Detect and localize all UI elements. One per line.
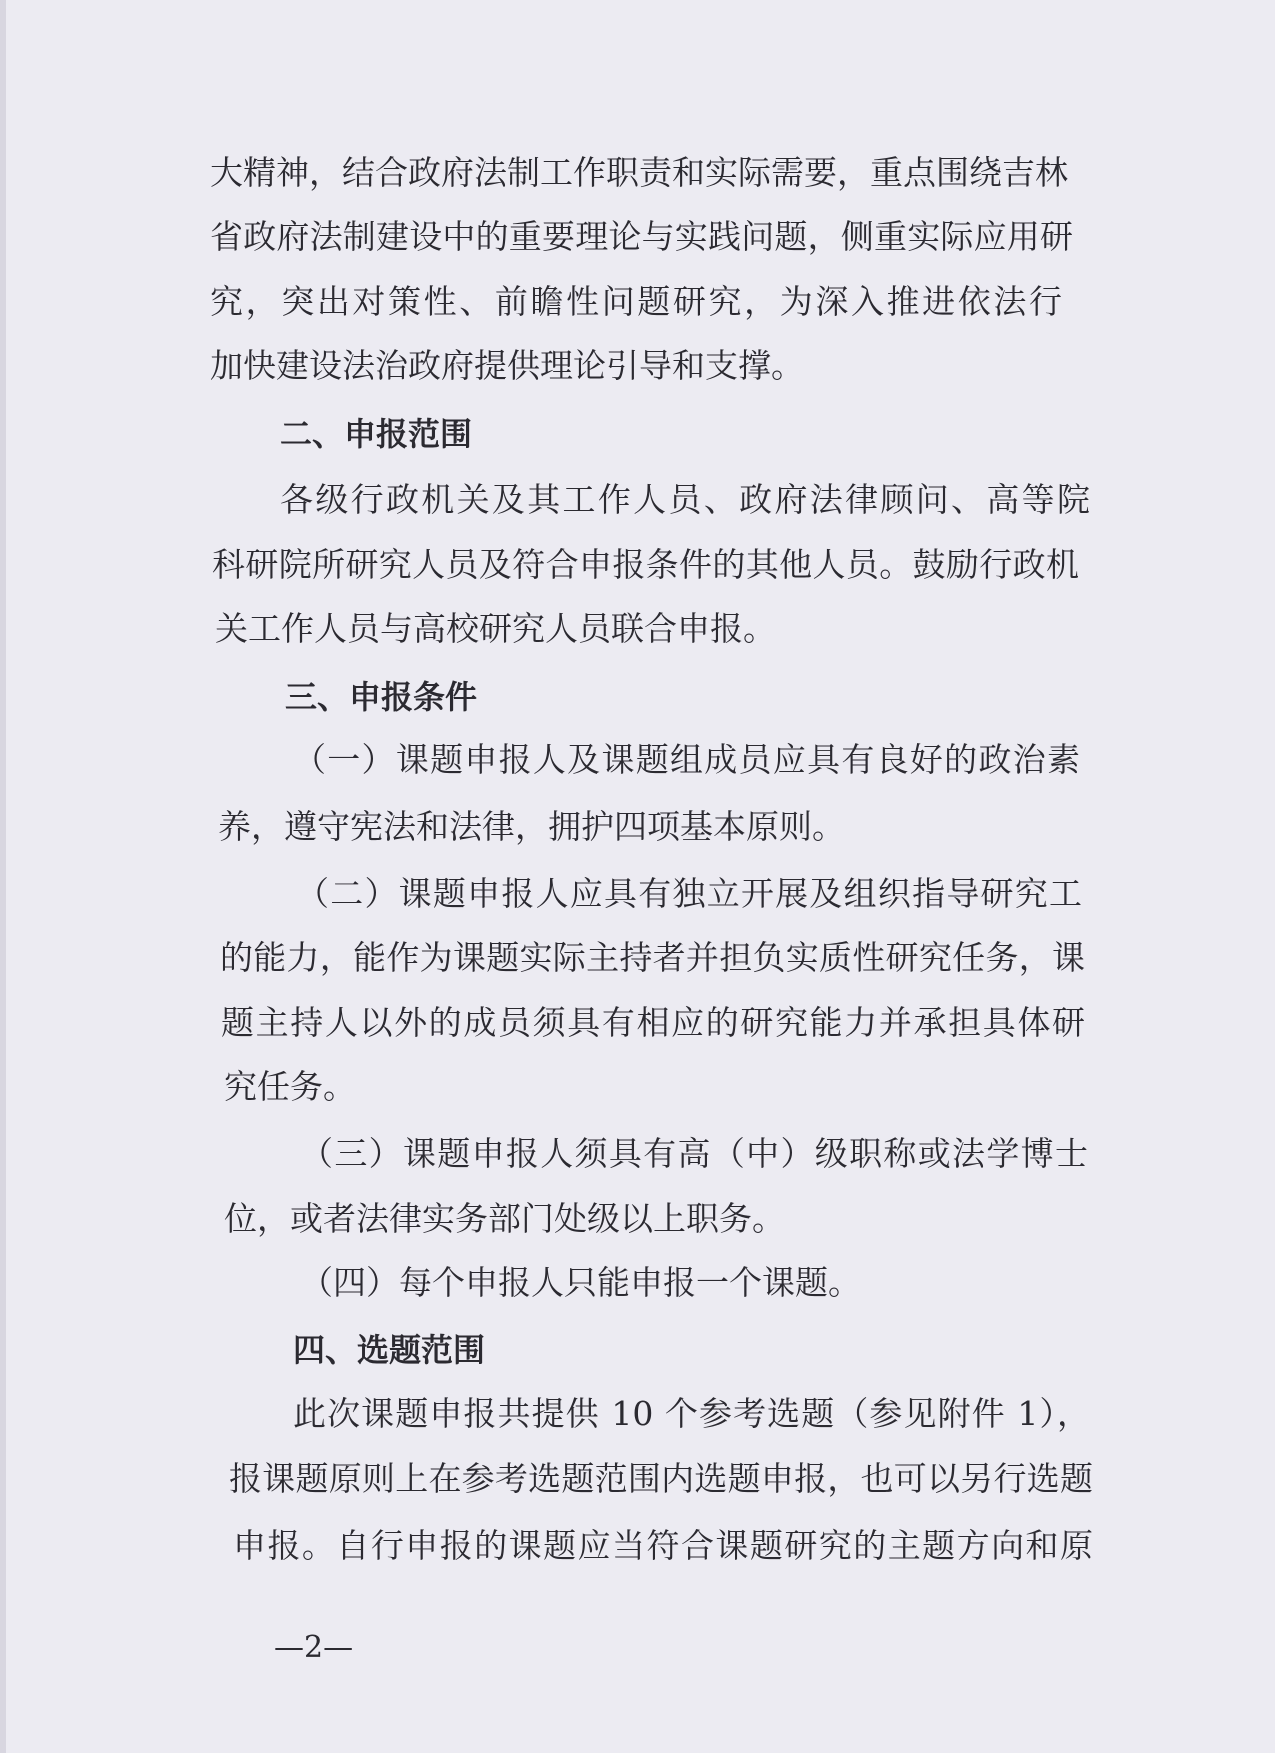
section-heading: 四、选题范围 [293,1331,486,1369]
text-line: 科研院所研究人员及符合申报条件的其他人员。鼓励行政机 [212,545,1079,584]
text-line: 报课题原则上在参考选题范围内选题申报，也可以另行选题 [229,1459,1093,1498]
section-heading: 三、申报条件 [285,678,478,716]
text-line: （二）课题申报人应具有独立开展及组织指导研究工 [296,874,1082,913]
text-line: 此次课题申报共提供 10 个参考选题（参见附件 1）， [293,1394,1090,1433]
section-heading: 二、申报范围 [280,415,473,453]
scan-edge [0,0,6,1753]
text-line: 大精神，结合政府法制工作职责和实际需要，重点围绕吉林 [210,153,1068,192]
text-line: （三）课题申报人须具有高（中）级职称或法学博士 [300,1134,1088,1173]
text-line: 养，遵守宪法和法律，拥护四项基本原则。 [218,807,845,846]
text-line: 的能力，能作为课题实际主持者并担负实质性研究任务，课 [220,938,1085,977]
text-line: 位，或者法律实务部门处级以上职务。 [224,1199,785,1238]
text-line: 究任务。 [224,1067,356,1106]
text-line: 究，突出对策性、前瞻性问题研究，为深入推进依法行 [210,282,1062,321]
text-line: 关工作人员与高校研究人员联合申报。 [215,609,776,648]
text-line: （一）课题申报人及课题组成员应具有良好的政治素 [293,740,1080,779]
page-number: —2— [274,1630,354,1665]
text-line: 省政府法制建设中的重要理论与实践问题，侧重实际应用研 [210,217,1073,256]
text-line: （四）每个申报人只能申报一个课题。 [300,1263,861,1302]
text-line: 题主持人以外的成员须具有相应的研究能力并承担具体研 [221,1003,1085,1042]
text-line: 申报。自行申报的课题应当符合课题研究的主题方向和原 [233,1526,1093,1565]
text-line: 各级行政机关及其工作人员、政府法律顾问、高等院 [280,480,1090,519]
text-line: 加快建设法治政府提供理论引导和支撑。 [210,346,804,385]
